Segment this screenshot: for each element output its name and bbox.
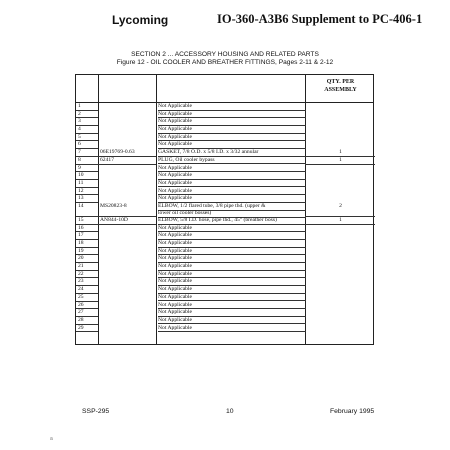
item-number: 17 — [78, 232, 84, 239]
document-title: IO-360-A3B6 Supplement to PC-406-1 — [217, 12, 423, 26]
item-number: 25 — [78, 293, 84, 300]
part-number: AN844-10D — [100, 216, 128, 223]
part-description: Not Applicable — [158, 111, 306, 119]
quantity: 1 — [339, 216, 342, 223]
figure-title: Figure 12 - OIL COOLER AND BREATHER FITTINGS, Pages 2-11 & 2-12 — [116, 59, 334, 66]
table-row — [76, 325, 373, 333]
part-description: Not Applicable — [158, 286, 306, 294]
quantity: 1 — [339, 156, 342, 163]
item-number: 11 — [78, 179, 84, 186]
table-row — [76, 188, 373, 196]
table-row — [76, 271, 373, 279]
table-row — [76, 149, 373, 157]
part-description: Not Applicable — [158, 195, 306, 203]
part-description: Not Applicable — [158, 180, 306, 188]
qty-header-line2: ASSEMBLY — [324, 86, 357, 93]
table-row — [76, 248, 373, 256]
item-number: 28 — [78, 316, 84, 323]
table-row — [76, 180, 373, 188]
part-description: Not Applicable — [158, 141, 306, 149]
part-description: Not Applicable — [158, 225, 306, 233]
table-row — [76, 317, 373, 325]
section-title: SECTION 2 ... ACCESSORY HOUSING AND RELATED PARTS — [131, 51, 319, 58]
part-description: ELBOW, 5/8 I.D. hose, pipe thd., 45° (breather boss) — [158, 217, 306, 225]
table-row — [76, 118, 373, 126]
item-number: 6 — [78, 141, 81, 148]
table-row — [76, 263, 373, 271]
table-row — [76, 141, 373, 149]
part-description: Not Applicable — [158, 188, 306, 196]
brand-name: Lycoming — [112, 13, 169, 27]
table-row — [76, 309, 373, 317]
item-number: 13 — [78, 195, 84, 202]
table-row — [76, 165, 373, 173]
part-number: MS20823-8 — [100, 202, 127, 209]
part-description: Not Applicable — [158, 278, 306, 286]
part-description: Not Applicable — [158, 325, 306, 333]
part-description: Not Applicable — [158, 294, 306, 302]
item-number: 12 — [78, 187, 84, 194]
table-row — [76, 157, 373, 165]
part-description: Not Applicable — [158, 263, 306, 271]
item-number: 22 — [78, 270, 84, 277]
item-number: 16 — [78, 224, 84, 231]
item-number: 15 — [78, 216, 84, 223]
part-number: 62417 — [100, 156, 114, 163]
quantity: 1 — [339, 149, 342, 156]
table-row — [76, 294, 373, 302]
quantity: 2 — [339, 202, 342, 209]
table-row — [76, 103, 373, 111]
item-number: 19 — [78, 247, 84, 254]
table-row — [76, 255, 373, 263]
part-description: Not Applicable — [158, 240, 306, 248]
item-number: 3 — [78, 118, 81, 125]
table-row — [76, 217, 373, 225]
part-number: 06E19769-0.63 — [100, 149, 135, 156]
part-description: Not Applicable — [158, 165, 306, 173]
margin-mark: a — [50, 436, 53, 442]
item-number: 24 — [78, 286, 84, 293]
part-description: Not Applicable — [158, 309, 306, 317]
table-row — [76, 111, 373, 119]
part-description: Not Applicable — [158, 248, 306, 256]
footer-left: SSP-295 — [82, 408, 110, 415]
item-number: 29 — [78, 324, 84, 331]
item-number: 14 — [78, 202, 84, 209]
part-description: Not Applicable — [158, 103, 306, 111]
item-number: 2 — [78, 110, 81, 117]
part-description-cont: lower oil cooler bosses) — [158, 210, 306, 218]
item-number: 4 — [78, 126, 81, 133]
item-number: 20 — [78, 255, 84, 262]
part-description: Not Applicable — [158, 302, 306, 310]
part-description: Not Applicable — [158, 255, 306, 263]
item-number: 10 — [78, 172, 84, 179]
table-row — [76, 302, 373, 310]
part-description: Not Applicable — [158, 271, 306, 279]
table-row — [76, 225, 373, 233]
item-number: 26 — [78, 301, 84, 308]
part-description: Not Applicable — [158, 172, 306, 180]
qty-header-line1: QTY. PER — [326, 79, 355, 85]
row-rule — [76, 331, 98, 332]
item-number: 18 — [78, 240, 84, 246]
table-row — [76, 286, 373, 294]
table-row — [76, 232, 373, 240]
table-row — [76, 278, 373, 286]
part-description: Not Applicable — [158, 126, 306, 134]
item-number: 21 — [78, 263, 84, 270]
item-number: 7 — [78, 149, 81, 156]
table-row — [76, 134, 373, 142]
part-description: Not Applicable — [158, 232, 306, 240]
table-row — [76, 240, 373, 248]
item-number: 8 — [78, 156, 81, 163]
item-number: 5 — [78, 133, 81, 140]
table-rows — [76, 103, 373, 332]
part-description: Not Applicable — [158, 118, 306, 126]
parts-table — [75, 74, 374, 345]
part-description: ELBOW, 1/2 flared tube, 3/8 pipe thd. (upper & — [158, 203, 306, 211]
part-description: Not Applicable — [158, 134, 306, 142]
item-number: 23 — [78, 278, 84, 285]
qty-header — [307, 79, 374, 94]
table-row — [76, 172, 373, 180]
table-row — [76, 203, 373, 217]
table-row — [76, 126, 373, 134]
page-number: 10 — [226, 408, 234, 415]
item-number: 9 — [78, 164, 81, 171]
item-number: 27 — [78, 309, 84, 316]
part-description: PLUG, Oil cooler bypass — [158, 157, 306, 165]
table-row — [76, 195, 373, 203]
footer-date: February 1995 — [330, 408, 375, 415]
part-description: Not Applicable — [158, 317, 306, 325]
item-number: 1 — [78, 103, 81, 109]
part-description: GASKET, 7/8 O.D. x 5/8 I.D. x 3/32 annular — [158, 149, 306, 157]
